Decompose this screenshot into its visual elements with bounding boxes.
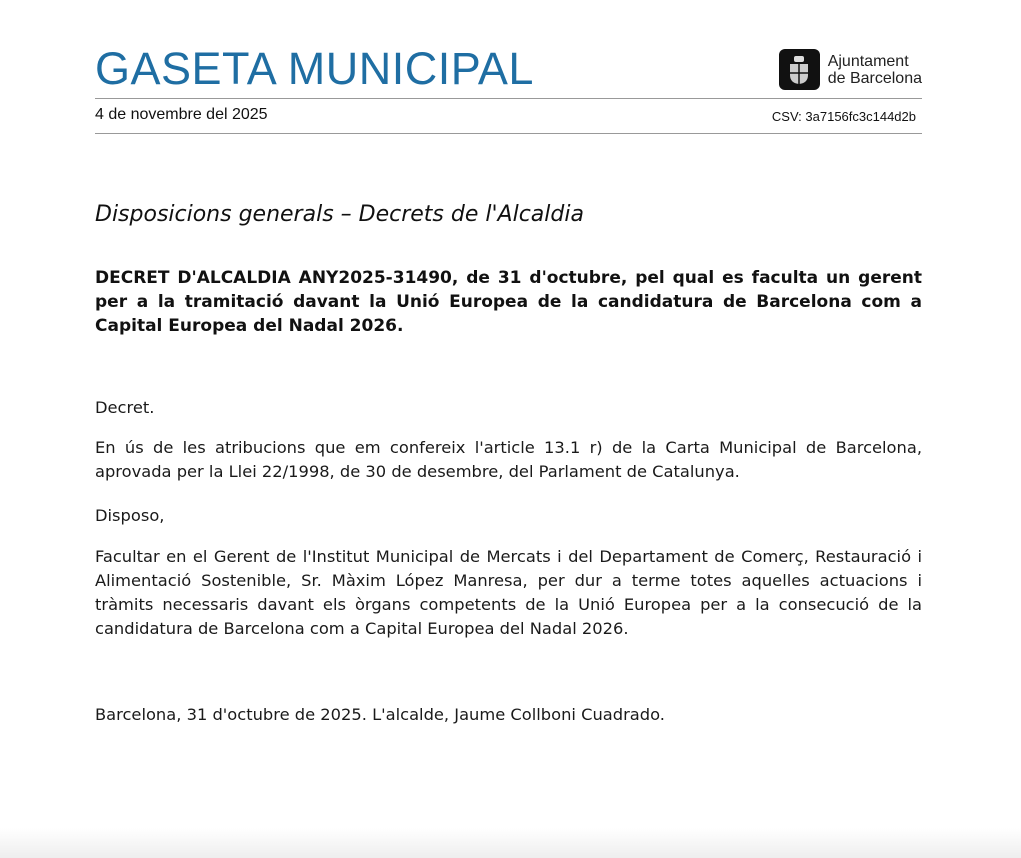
logo-text-line1: Ajuntament — [827, 52, 909, 70]
gazette-title: GASETA MUNICIPAL — [95, 43, 534, 94]
logo-text-line2: de Barcelona — [827, 69, 922, 87]
publication-date: 4 de novembre del 2025 — [95, 106, 268, 123]
csv-code: CSV: 3a7156fc3c144d2b — [771, 109, 916, 124]
paragraph-attributions: En ús de les atribucions que em confereix l'article 13.1 r) de la Carta Municipal de Barcelona, aprovada per la Llei 22/1998, de 30 de desembre, del Parlament de Catalunya. — [95, 438, 922, 481]
signature-line: Barcelona, 31 d'octubre de 2025. L'alcalde, Jaume Collboni Cuadrado. — [95, 705, 665, 724]
coat-of-arms-icon — [779, 49, 820, 90]
decree-heading: DECRET D'ALCALDIA ANY2025-31490, de 31 d'octubre, pel qual es faculta un gerent per a la tramitació davant la Unió Europea de la candidatura de Barcelona com a Capital Europea del Nadal 2026. — [95, 268, 922, 336]
header-divider-bottom — [95, 133, 922, 134]
section-title: Disposicions generals – Decrets de l'Alcaldia — [95, 202, 584, 227]
paragraph-resolution: Facultar en el Gerent de l'Institut Municipal de Mercats i del Departament de Comerç, Restauració i Alimentació Sostenible, Sr. Màxim López Manresa, per dur a terme totes aquelles actuacions i tràmits necessaris davant els òrgans competents de la Unió Europea per a la consecució de la candidatura de Barcelona com a Capital Europea del Nadal 2026. — [95, 547, 922, 638]
header-divider-top — [95, 98, 922, 99]
paragraph-disposo: Disposo, — [95, 506, 165, 525]
page-bottom-shadow — [0, 828, 1021, 858]
paragraph-decret: Decret. — [95, 398, 155, 417]
ajuntament-logo — [779, 49, 922, 90]
